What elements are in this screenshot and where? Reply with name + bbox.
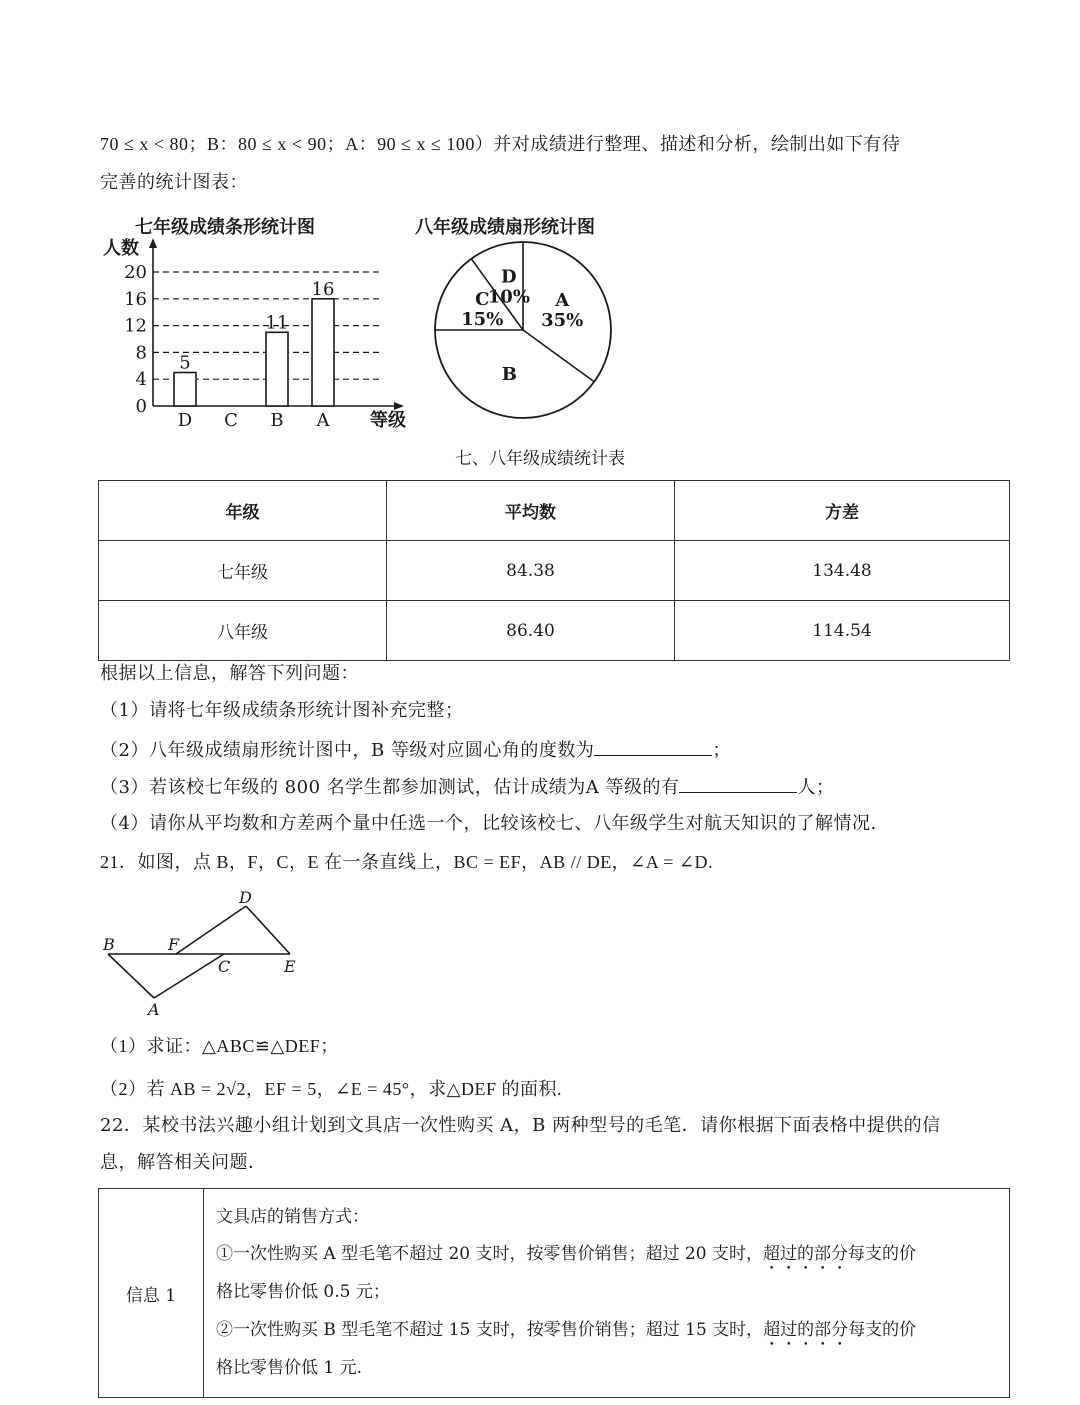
bar-a [312, 299, 334, 406]
info-line: 格比零售价低 0.5 元； [216, 1282, 390, 1303]
answer-blank[interactable] [679, 774, 797, 793]
segment-de [246, 906, 290, 954]
stats-table [98, 480, 1010, 661]
bar-chart-title: 七年级成绩条形统计图 [135, 217, 315, 238]
problem21-part1: （1）求证：△ABC≌△DEF； [100, 1036, 339, 1056]
q20-part1: （1）请将七年级成绩条形统计图补充完整； [100, 700, 464, 721]
info-text: ②一次性购买 B 型毛笔不超过 15 支时，按零售价销售；超过 15 支时， [216, 1319, 764, 1340]
y-axis-label: 人数 [103, 238, 139, 259]
stats-table-caption: 七、八年级成绩统计表 [455, 449, 625, 469]
data-label: 16 [311, 278, 335, 300]
table-cell: 86.40 [387, 601, 675, 661]
y-tick-label: 12 [124, 315, 147, 337]
pie-slice-b [502, 364, 517, 385]
point-label-e: E [284, 957, 296, 976]
point-label-f: F [168, 935, 180, 954]
problem22-stem-2: 息，解答相关问题． [100, 1152, 267, 1173]
q20-part3-text: （3）若该校七年级的 800 名学生都参加测试，估计成绩为A 等级的有 [100, 777, 680, 798]
bar-b [266, 332, 288, 406]
q20-part2 [100, 737, 731, 763]
y-tick-label: 16 [124, 288, 147, 310]
bar-d [174, 373, 196, 407]
slice-name: B [501, 363, 518, 385]
slice-name: D [501, 266, 517, 288]
y-tick-label: 8 [135, 342, 147, 364]
point-label-b: B [103, 935, 115, 954]
x-tick-label: C [224, 410, 238, 431]
slice-percent: 15% [461, 309, 504, 331]
y-tick-label: 20 [124, 262, 147, 283]
pie-chart [423, 235, 623, 435]
segment-fd [176, 906, 246, 954]
problem21-stem: 21．如图，点 B，F，C，E 在一条直线上，BC = EF，AB // DE，∠A = ∠D. [100, 852, 714, 872]
segment-ac [154, 954, 224, 998]
slice-percent: 10% [487, 286, 530, 308]
y-axis-arrow [149, 238, 157, 248]
q20-intro: 根据以上信息，解答下列问题： [100, 663, 359, 684]
emphasized-text: 超过的部分 [763, 1319, 849, 1340]
info-label-cell: 信息 1 [99, 1189, 204, 1398]
info-line: 格比零售价低 1 元. [216, 1357, 363, 1378]
segment-ab [108, 954, 154, 998]
info-table [98, 1188, 1010, 1398]
table-row [99, 1189, 1010, 1398]
x-tick-label: A [316, 410, 330, 431]
y-tick-label: 4 [135, 369, 147, 391]
q20-part2-text: （2）八年级成绩扇形统计图中，B 等级对应圆心角的度数为 [100, 740, 595, 761]
info-text: 每支的价 [847, 1244, 916, 1265]
table-cell: 134.48 [675, 541, 1010, 601]
table-cell: 114.54 [675, 601, 1010, 661]
point-label-d: D [239, 888, 252, 907]
q20-part2-end: ； [712, 740, 731, 761]
q20-part3-end: 人； [797, 777, 835, 798]
slice-name: A [555, 290, 570, 312]
header-cell: 方差 [675, 481, 1010, 541]
table-cell: 七年级 [99, 541, 387, 601]
table-cell: 八年级 [99, 601, 387, 661]
info-body-cell [204, 1189, 1010, 1398]
answer-blank[interactable] [594, 737, 712, 756]
x-tick-label: B [270, 410, 284, 431]
problem21-part2: （2）若 AB = 2√2，EF = 5，∠E = 45°，求△DEF 的面积. [100, 1079, 562, 1099]
info-line [216, 1312, 999, 1350]
y-tick-label: 0 [135, 396, 147, 417]
problem22-stem-1: 22．某校书法兴趣小组计划到文具店一次性购买 A，B 两种型号的毛笔．请你根据下面表格中提供的信 [100, 1115, 941, 1136]
table-row [99, 601, 1010, 661]
point-label-c: C [218, 957, 231, 976]
q20-part3 [100, 774, 834, 800]
data-label: 5 [179, 352, 191, 374]
data-label: 11 [265, 312, 289, 334]
geometry-figure [96, 888, 316, 1018]
pie-chart-title: 八年级成绩扇形统计图 [415, 217, 595, 238]
intro-line-1: 70 ≤ x < 80；B：80 ≤ x < 90；A：90 ≤ x ≤ 100）并对成绩进行整理、描述和分析，绘制出如下有待 [100, 134, 901, 154]
bar-chart [95, 228, 415, 453]
slice-name: C [475, 289, 490, 311]
header-cell: 平均数 [387, 481, 675, 541]
x-tick-label: D [177, 410, 193, 431]
x-axis-label: 等级 [370, 410, 406, 431]
q20-part4: （4）请你从平均数和方差两个量中任选一个，比较该校七、八年级学生对航天知识的了解情况. [100, 813, 877, 834]
x-axis-arrow [394, 402, 404, 410]
header-cell: 年级 [99, 481, 387, 541]
intro-line-2: 完善的统计图表： [100, 172, 248, 193]
info-text: 每支的价 [848, 1319, 917, 1340]
info-text: ①一次性购买 A 型毛笔不超过 20 支时，按零售价销售；超过 20 支时， [216, 1244, 763, 1265]
point-label-a: A [148, 1000, 160, 1018]
table-header-row [99, 481, 1010, 541]
slice-percent: 35% [541, 310, 584, 332]
emphasized-text: 超过的部分 [762, 1244, 848, 1265]
table-row [99, 541, 1010, 601]
table-cell: 84.38 [387, 541, 675, 601]
info-line [216, 1236, 999, 1274]
info-line: 文具店的销售方式： [216, 1206, 369, 1227]
